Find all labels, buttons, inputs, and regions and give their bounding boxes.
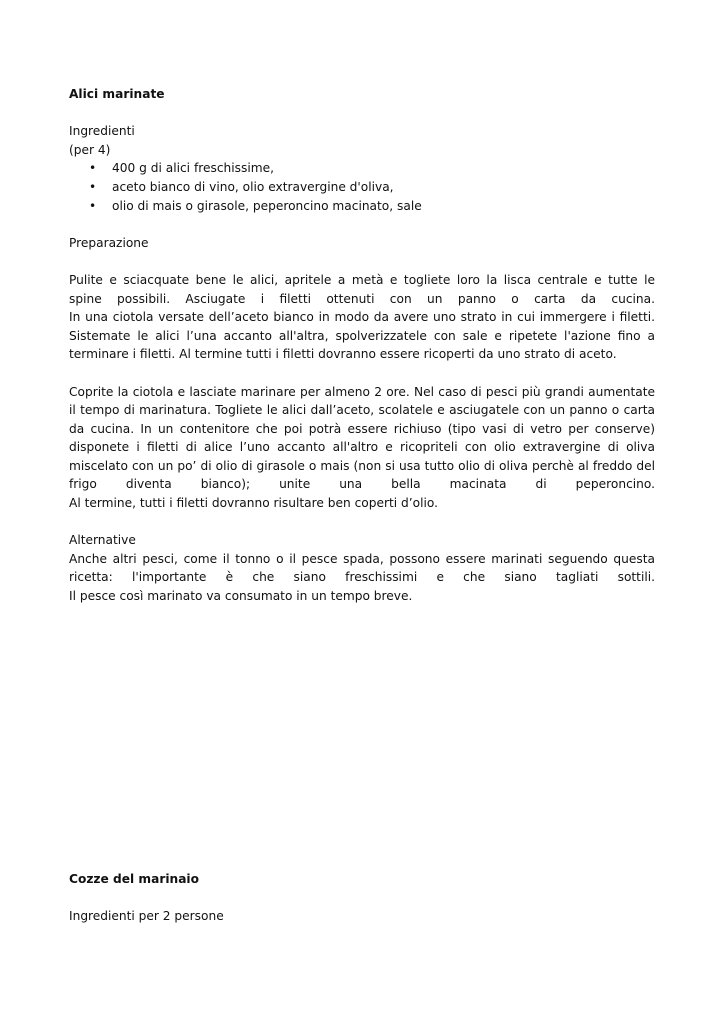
text-line: spine possibili. Asciugate i filetti ottenuti con un panno o carta da cucina. [69,291,655,306]
text-line: Pulite e sciacquate bene le alici, apritele a metà e togliete loro la lisca centrale e tutte le [69,272,655,287]
text-line: terminare i filetti. Al termine tutti i filetti dovranno essere ricoperti da uno strato di aceto. [69,347,617,362]
recipe-title: Alici marinate [69,87,165,101]
text-line: frigo diventa bianco); unite una bella macinata di peperoncino. [69,477,655,492]
ingredients-heading: Ingredienti per 2 persone [69,909,224,924]
text-line: Il pesce così marinato va consumato in un tempo breve. [69,589,413,604]
recipe-title: Cozze del marinaio [69,872,199,886]
list-item: • olio di mais o girasole, peperoncino macinato, sale [112,197,655,216]
preparation-heading: Preparazione [69,235,149,250]
list-item: • 400 g di alici freschissime, [112,159,655,178]
text-line: il tempo di marinatura. Togliete le alici dall’aceto, scolatele e asciugatele con un panno o carta [69,403,655,418]
text-line: da cucina. In un contenitore che poi potrà essere richiuso (tipo vasi di vetro per conserve) [69,421,655,436]
list-item: • aceto bianco di vino, olio extravergine d'oliva, [112,178,655,197]
text-line: Anche altri pesci, come il tonno o il pesce spada, possono essere marinati seguendo questa [69,551,655,566]
preparation-paragraph-1 [69,271,655,364]
text-line: ricetta: l'importante è che siano freschissimi e che siano tagliati sottili. [69,570,655,585]
text-line: Sistemate le alici l’una accanto all'altra, spolverizzatele con sale e ripetete l'azione fino a [69,328,655,343]
ingredients-heading: Ingredienti [69,124,135,139]
text-line: Al termine, tutti i filetti dovranno risultare ben coperti d’olio. [69,496,438,511]
text-line: Coprite la ciotola e lasciate marinare per almeno 2 ore. Nel caso di pesci più grandi aumentate [69,384,655,399]
text-line: miscelato con un po’ di olio di girasole o mais (non si usa tutto olio di oliva perchè al freddo del [69,458,655,473]
text-line: In una ciotola versate dell’aceto bianco in modo da avere uno strato in cui immergere i filetti. [69,310,655,325]
servings-text: (per 4) [69,142,111,157]
preparation-paragraph-2 [69,383,655,513]
recipe-alici-marinate [69,85,655,606]
ingredients-list [69,159,655,215]
text-line: disponete i filetti di alice l’uno accanto all'altro e ricopriteli con olio extravergine di oliva [69,440,655,455]
alternatives-paragraph [69,550,655,606]
recipe-cozze-del-marinaio [69,870,655,926]
alternatives-heading: Alternative [69,533,136,548]
